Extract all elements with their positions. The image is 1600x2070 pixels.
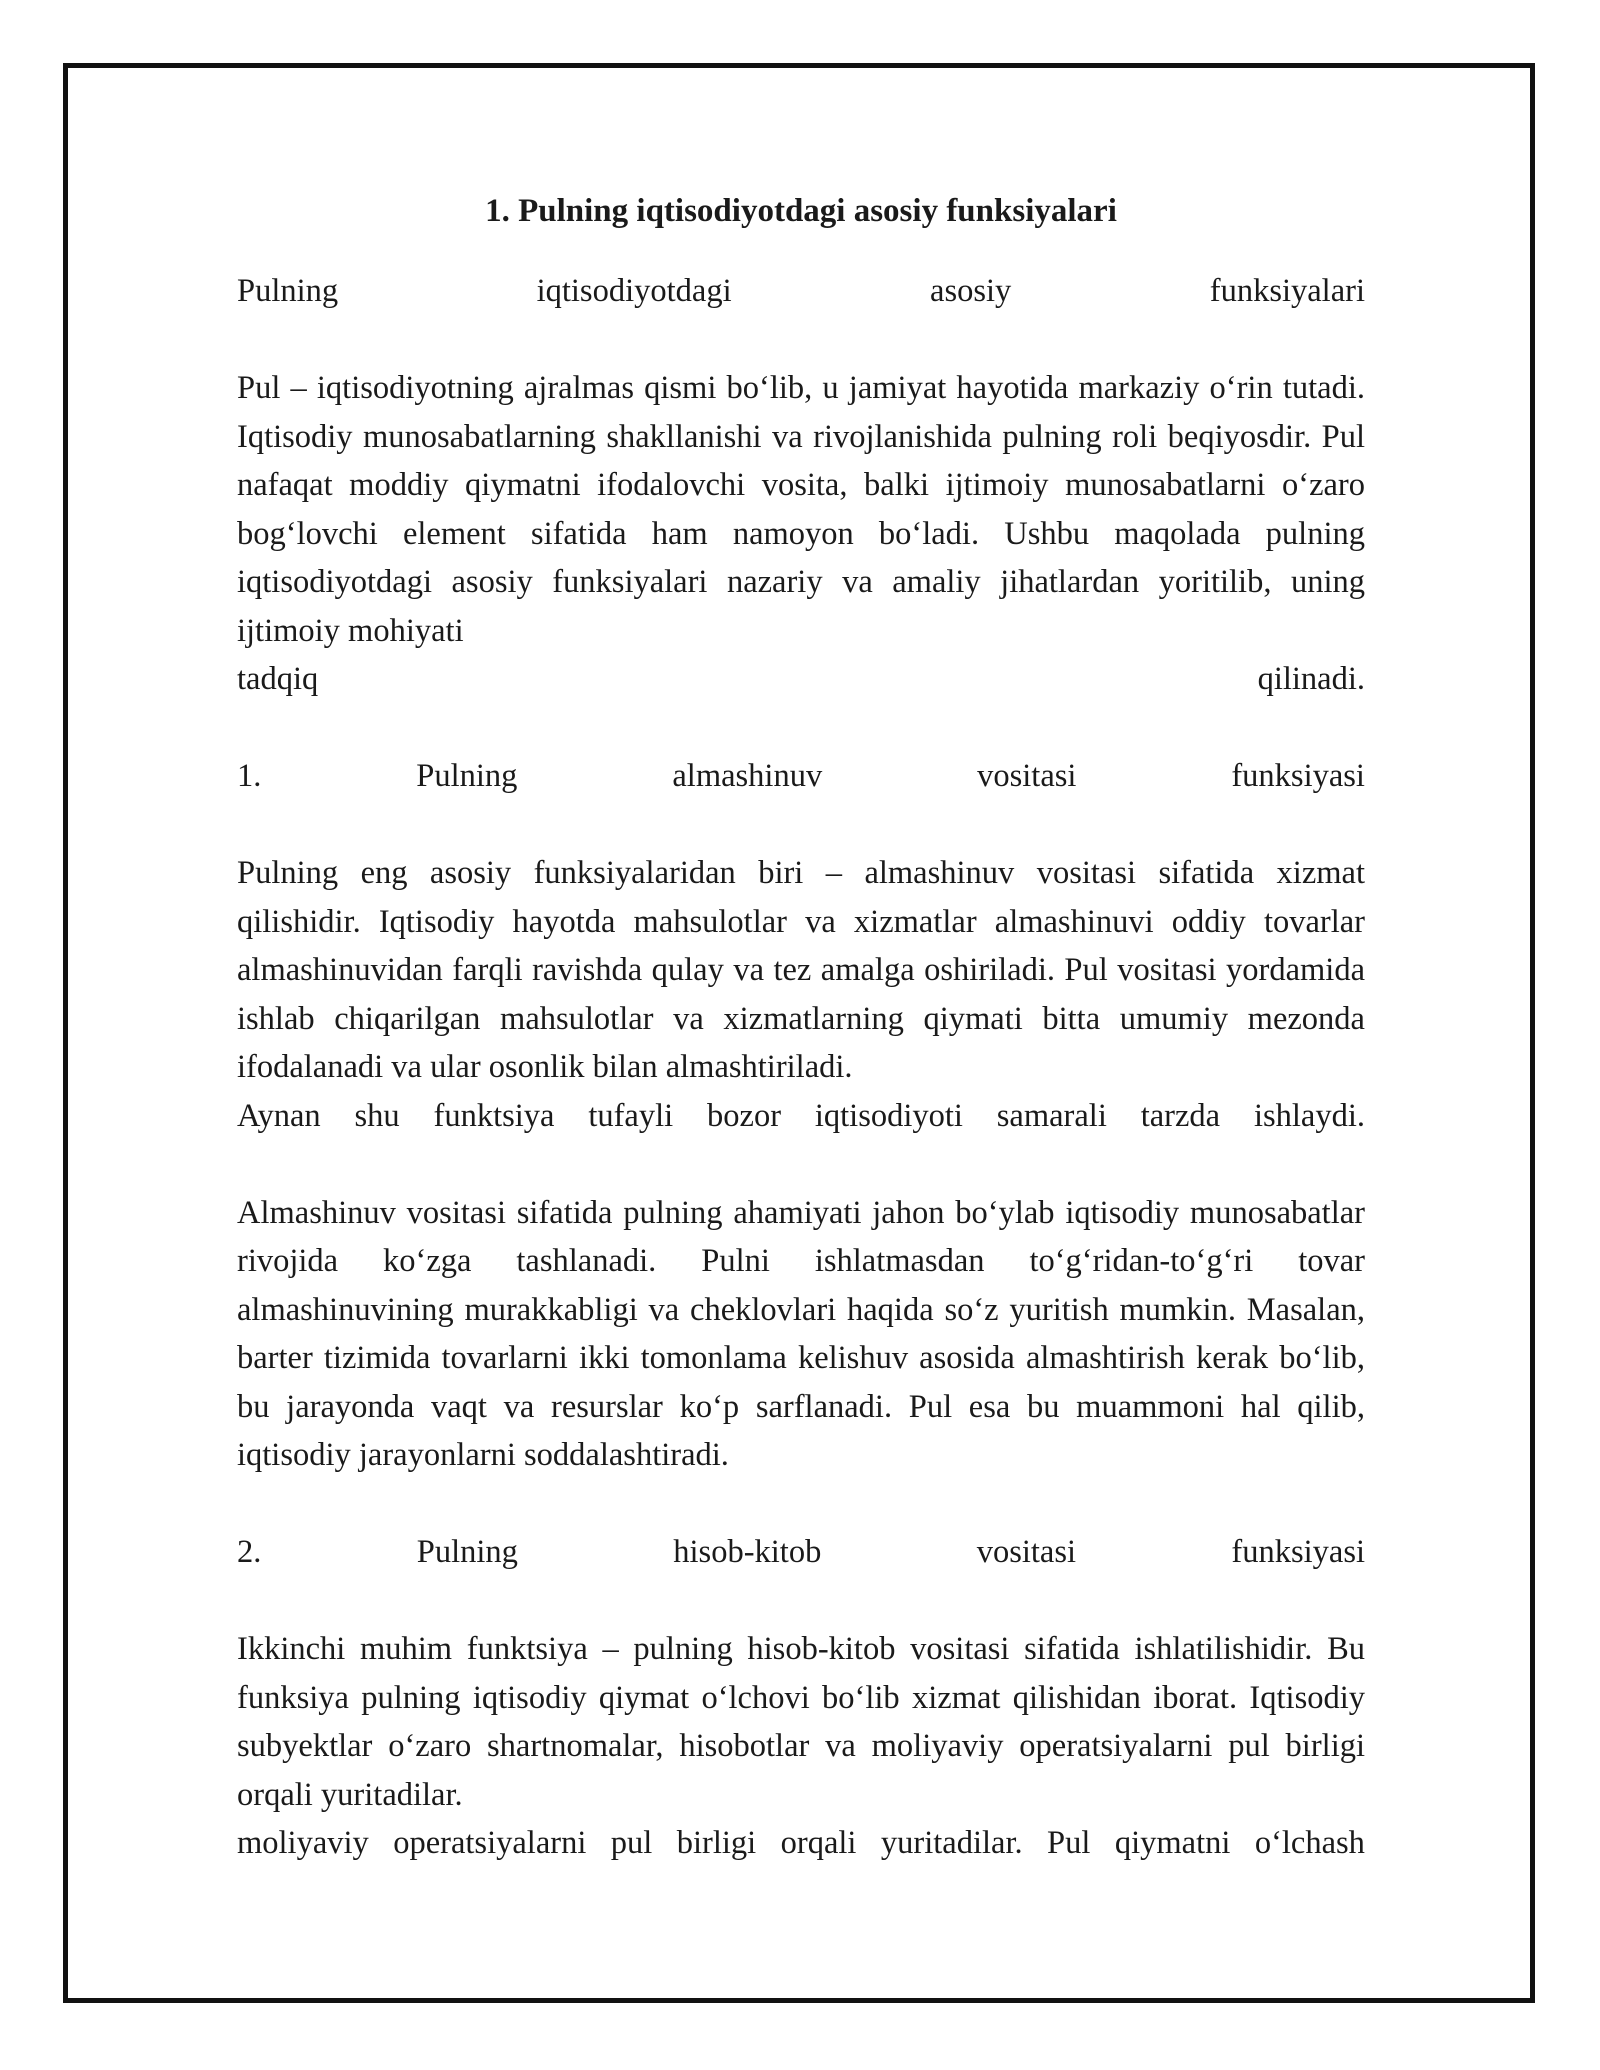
subtitle-word: funksiyalari [1209,273,1365,309]
section2-paragraph1-last-line [237,1819,1365,1868]
section2-heading-word: 2. [237,1534,262,1570]
section1-heading-word: Pulning [416,758,518,794]
section2-last-word: o‘lchash [1254,1825,1365,1861]
section2-last-word: moliyaviy [237,1825,369,1861]
section1-paragraph1: Pulning eng asosiy funksiyalaridan biri – almashinuv vositasi sifatida xizmat qilishidir. Iqtisodiy hayotda mahsulotlar va xizmatlar almashinuvi oddiy tovarlar almashinuvidan farqli ravishda qulay va tez amalga oshiriladi. Pul vositasi yordamida ishlab chiqarilgan mahsulotlar va xizmatlarning qiymati bitta umumiy mezonda ifodalanadi va ular osonlik bilan almashtiriladi. [237,855,1365,1085]
section1-last-word: tufayli [588,1097,674,1134]
section1-heading-word: funksiyasi [1231,758,1365,794]
section2-last-word: yuritadilar. [880,1825,1023,1861]
section2-last-word: qiymatni [1114,1825,1231,1861]
intro-last-line [237,655,1365,704]
section2-last-word: operatsiyalarni [393,1825,587,1861]
section1-last-word: tarzda [1140,1097,1221,1134]
section2-heading-word: funksiyasi [1231,1534,1365,1570]
section1-last-word: bozor [707,1097,782,1134]
document-body [237,187,1365,1868]
paragraph-gap [237,316,1365,365]
section2-heading-word: Pulning [416,1534,518,1570]
section1-last-word: Aynan [237,1097,321,1134]
section1-last-word: ishlaydi. [1253,1097,1365,1134]
section2-heading-word: vositasi [976,1534,1077,1570]
section2-heading [237,1528,1365,1577]
section1-paragraph2: Almashinuv vositasi sifatida pulning ahamiyati jahon bo‘ylab iqtisodiy munosabatlar rivojida ko‘zga tashlanadi. Pulni ishlatmasdan to‘g‘ridan-to‘g‘ri tovar almashinuvining murakkabligi va cheklovlari haqida so‘z yuritish mumkin. Masalan, barter tizimida tovarlarni ikki tomonlama kelishuv asosida almashtirish kerak bo‘lib, bu jarayonda vaqt va resurslar ko‘p sarflanadi. Pul esa bu muammoni hal qilib, iqtisodiy jarayonlarni soddalashtiradi. [237,1194,1365,1473]
intro-last-word: tadqiq [237,661,319,697]
subtitle-word: iqtisodiyotdagi [536,273,732,309]
section1-heading-word: almashinuv [672,758,823,794]
paragraph-gap [237,1140,1365,1189]
intro-last-word: qilinadi. [1257,661,1365,697]
paragraph-gap [237,1577,1365,1626]
section1-paragraph1-last-line [237,1092,1365,1141]
section1-last-word: funktsiya [433,1097,555,1134]
intro-paragraph: Pul – iqtisodiyotning ajralmas qismi bo‘lib, u jamiyat hayotida markaziy o‘rin tutadi. Iqtisodiy munosabatlarning shakllanishi va rivojlanishida pulning roli beqiyosdir. Pul nafaqat moddiy qiymatni ifodalovchi vosita, balki ijtimoiy munosabatlarni o‘zaro bog‘lovchi element sifatida ham namoyon bo‘ladi. Ushbu maqolada pulning iqtisodiyotdagi asosiy funksiyalari nazariy va amaliy jihatlardan yoritilib, uning ijtimoiy mohiyati [237,370,1365,649]
subtitle-word: Pulning [237,273,339,309]
section1-heading-word: 1. [237,758,262,794]
section1-last-word: samarali [996,1097,1107,1134]
section1-last-word: iqtisodiyoti [814,1097,963,1134]
paragraph-gap [237,801,1365,850]
section1-heading-word: vositasi [977,758,1077,794]
subtitle-line [237,267,1365,316]
section2-heading-word: hisob-kitob [673,1534,822,1570]
section2-last-word: Pul [1047,1825,1091,1861]
section2-last-word: birligi [676,1825,757,1861]
section2-paragraph1: Ikkinchi muhim funktsiya – pulning hisob-kitob vositasi sifatida ishlatilishidir. Bu funksiya pulning iqtisodiy qiymat o‘lchovi bo‘lib xizmat qilishidan iborat. Iqtisodiy subyektlar o‘zaro shartnomalar, hisobotlar va moliyaviy operatsiyalarni pul birligi orqali yuritadilar. [237,1631,1365,1813]
section2-last-word: orqali [780,1825,857,1861]
section1-last-word: shu [354,1097,400,1134]
paragraph-gap [237,704,1365,753]
section2-last-word: pul [610,1825,653,1861]
subtitle-word: asosiy [930,273,1012,309]
paragraph-gap [237,1480,1365,1529]
section1-heading [237,752,1365,801]
document-title: 1. Pulning iqtisodiyotdagi asosiy funksiyalari [485,193,1117,229]
